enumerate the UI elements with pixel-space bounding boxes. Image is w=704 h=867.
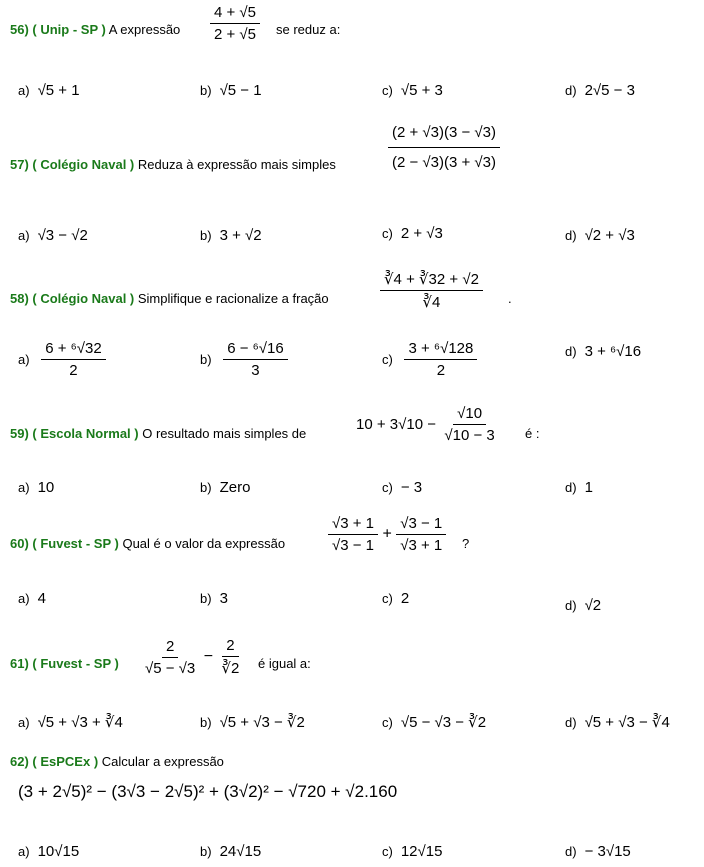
q58-text-after: . <box>508 291 512 306</box>
option-label: a) <box>18 591 30 606</box>
option-label: c) <box>382 226 393 241</box>
q57-expression <box>388 124 500 171</box>
q61-option-b[interactable] <box>200 713 305 731</box>
option-label: d) <box>565 344 577 359</box>
question-number: 61) ( Fuvest - SP ) <box>10 656 119 671</box>
option-value: Zero <box>219 479 251 496</box>
option-label: c) <box>382 591 393 606</box>
option-value: √5 + 1 <box>37 82 80 99</box>
expression-prefix: 10 + 3√10 − <box>356 416 436 433</box>
option-label: c) <box>382 844 393 859</box>
q56-option-c[interactable] <box>382 82 443 99</box>
q62-expression: (3 + 2√5)² − (3√3 − 2√5)² + (3√2)² − √720 + √2.160 <box>18 782 398 801</box>
q57-option-c[interactable] <box>382 225 443 242</box>
q61-option-d[interactable] <box>565 713 670 731</box>
q58-option-d[interactable] <box>565 343 641 360</box>
q56-option-b[interactable] <box>200 82 262 99</box>
option-label: d) <box>565 480 577 495</box>
option-value: − 3 <box>400 479 423 496</box>
option-label: b) <box>200 83 212 98</box>
question-58 <box>10 291 329 306</box>
numerator: 3 + ⁶√128 <box>404 340 477 360</box>
denominator: ∛2 <box>221 660 240 677</box>
denominator: √10 − 3 <box>444 427 495 444</box>
denominator: √3 − 1 <box>332 537 375 554</box>
question-number: 57) ( Colégio Naval ) <box>10 157 135 172</box>
option-value: √5 + √3 − ∛4 <box>584 714 670 731</box>
option-label: d) <box>565 83 577 98</box>
option-label: c) <box>382 352 393 367</box>
numerator: √3 − 1 <box>396 515 446 535</box>
option-value: √5 − 1 <box>219 82 262 99</box>
option-value: √2 <box>584 597 602 614</box>
question-62 <box>10 754 224 769</box>
option-label: a) <box>18 83 30 98</box>
option-label: a) <box>18 480 30 495</box>
q60-option-a[interactable] <box>18 590 46 607</box>
fraction-2 <box>218 637 244 677</box>
option-value: √5 + √3 − ∛2 <box>219 714 305 731</box>
option-label: b) <box>200 591 212 606</box>
denominator: √5 − √3 <box>145 659 196 677</box>
option-label: d) <box>565 715 577 730</box>
q60-option-d[interactable] <box>565 597 601 614</box>
option-value: 24√15 <box>219 843 262 860</box>
option-value: √2 + √3 <box>584 227 635 244</box>
q62-option-d[interactable] <box>565 843 631 860</box>
q58-option-b[interactable] <box>200 340 288 379</box>
q59-expression <box>356 405 499 444</box>
denominator: ∛4 <box>422 294 441 311</box>
option-value: 2√5 − 3 <box>584 82 635 99</box>
question-number: 56) ( Unip - SP ) <box>10 22 106 37</box>
numerator: 6 − ⁶√16 <box>223 340 288 360</box>
question-text: O resultado mais simples de <box>142 426 307 441</box>
option-label: b) <box>200 715 212 730</box>
option-value: √3 − √2 <box>37 227 88 244</box>
question-text: Calcular a expressão <box>101 754 224 769</box>
option-value: 4 <box>37 590 46 607</box>
q56-option-a[interactable] <box>18 82 80 99</box>
q60-text-after: ? <box>462 536 470 551</box>
q58-expression <box>380 270 483 311</box>
question-61 <box>10 656 119 671</box>
option-label: c) <box>382 715 393 730</box>
q60-option-b[interactable] <box>200 590 228 607</box>
option-label: d) <box>565 844 577 859</box>
question-text: Simplifique e racionalize a fração <box>137 291 329 306</box>
option-label: b) <box>200 352 212 367</box>
question-59 <box>10 426 306 441</box>
question-number: 60) ( Fuvest - SP ) <box>10 536 119 551</box>
numerator: 2 <box>162 638 178 658</box>
operator: − <box>203 648 214 665</box>
q56-text-after: se reduz a: <box>276 22 341 37</box>
q56-expression <box>210 4 260 43</box>
option-label: d) <box>565 228 577 243</box>
option-value: √5 + 3 <box>400 82 443 99</box>
option-value: 12√15 <box>400 843 443 860</box>
q60-option-c[interactable] <box>382 590 409 607</box>
denominator: √3 + 1 <box>400 537 443 554</box>
q58-option-c[interactable] <box>382 340 477 379</box>
q61-text-after: é igual a: <box>258 656 311 671</box>
option-label: c) <box>382 83 393 98</box>
q61-option-c[interactable] <box>382 713 486 731</box>
option-value: 3 + ⁶√16 <box>584 343 642 360</box>
q57-option-a[interactable] <box>18 227 88 244</box>
question-number: 59) ( Escola Normal ) <box>10 426 139 441</box>
question-number: 62) ( EsPCEx ) <box>10 754 99 769</box>
option-label: b) <box>200 844 212 859</box>
option-label: a) <box>18 844 30 859</box>
option-value: 3 + √2 <box>219 227 262 244</box>
option-fraction <box>404 340 477 379</box>
q59-option-d[interactable] <box>565 479 593 496</box>
numerator: 2 <box>222 637 238 657</box>
numerator: √10 <box>453 405 486 425</box>
numerator: 6 + ⁶√32 <box>41 340 106 360</box>
numerator: (2 + √3)(3 − √3) <box>388 124 500 148</box>
q61-expression <box>141 637 243 677</box>
q60-expression <box>328 515 446 554</box>
q59-option-a[interactable] <box>18 479 54 496</box>
option-label: a) <box>18 352 30 367</box>
q59-option-b[interactable] <box>200 479 250 496</box>
denominator: 2 <box>436 362 446 379</box>
option-fraction <box>223 340 288 379</box>
q61-option-a[interactable] <box>18 713 123 731</box>
option-label: b) <box>200 228 212 243</box>
option-label: c) <box>382 480 393 495</box>
question-number: 58) ( Colégio Naval ) <box>10 291 135 306</box>
option-value: 3 <box>219 590 228 607</box>
fraction-1 <box>328 515 378 554</box>
denominator: 2 <box>69 362 78 379</box>
option-fraction <box>41 340 106 379</box>
fraction <box>440 405 498 444</box>
question-56 <box>10 22 180 37</box>
option-value: 10 <box>37 479 55 496</box>
question-text: A expressão <box>108 22 181 37</box>
fraction-2 <box>396 515 446 554</box>
option-value: 1 <box>584 479 593 496</box>
option-value: 2 <box>400 590 410 607</box>
fraction-1 <box>141 638 199 677</box>
denominator: (2 − √3)(3 + √3) <box>392 154 497 171</box>
question-text: Reduza à expressão mais simples <box>137 157 336 172</box>
q59-option-c[interactable] <box>382 479 422 496</box>
q62-option-a[interactable] <box>18 843 79 860</box>
fraction <box>210 4 260 43</box>
option-label: a) <box>18 228 30 243</box>
numerator: ∛4 + ∛32 + √2 <box>380 270 483 291</box>
numerator: √3 + 1 <box>328 515 378 535</box>
q56-option-d[interactable] <box>565 82 635 99</box>
option-label: a) <box>18 715 30 730</box>
numerator: 4 + √5 <box>210 4 260 24</box>
option-value: √5 − √3 − ∛2 <box>400 714 487 731</box>
operator: + <box>382 525 392 543</box>
option-value: 10√15 <box>37 843 80 860</box>
q59-text-after: é : <box>525 426 540 441</box>
fraction <box>380 270 483 311</box>
option-value: √5 + √3 + ∛4 <box>37 714 123 731</box>
option-value: − 3√15 <box>584 843 631 860</box>
option-label: d) <box>565 598 577 613</box>
question-57 <box>10 157 336 172</box>
question-60 <box>10 536 285 551</box>
q57-option-b[interactable] <box>200 227 262 244</box>
fraction <box>388 124 500 171</box>
option-value: 2 + √3 <box>400 225 443 242</box>
q57-option-d[interactable] <box>565 227 635 244</box>
denominator: 2 + √5 <box>214 26 257 43</box>
q62-option-b[interactable] <box>200 843 261 860</box>
denominator: 3 <box>251 362 260 379</box>
option-label: b) <box>200 480 212 495</box>
question-text: Qual é o valor da expressão <box>122 536 286 551</box>
q62-option-c[interactable] <box>382 843 442 860</box>
q58-option-a[interactable] <box>18 340 106 379</box>
